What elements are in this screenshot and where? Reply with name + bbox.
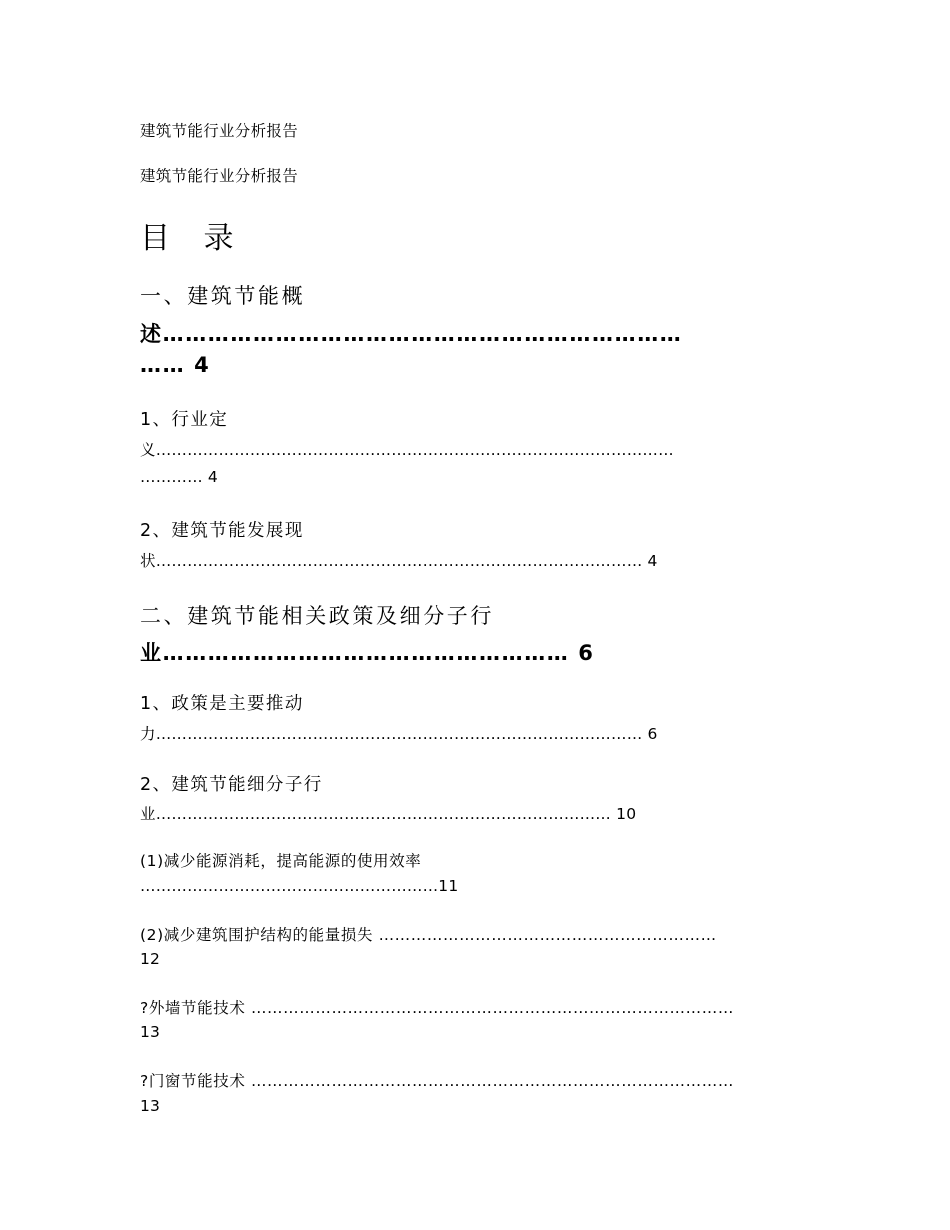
toc-entry-1-1-title: 1、行业定: [140, 410, 229, 430]
report-title-line-1: 建筑节能行业分析报告: [140, 122, 299, 140]
toc-heading: 目 录: [140, 221, 246, 256]
toc-entry-1-1-leader: 义………………………………………………………………………………………: [140, 441, 674, 459]
toc-entry-chapter-1-page: …… 4: [140, 353, 211, 377]
toc-entry-wall-page: 13: [140, 1023, 161, 1041]
toc-entry-chapter-1-leader: 述……………………………………………………………: [140, 322, 683, 346]
toc-entry-2-1-title: 1、政策是主要推动: [140, 694, 304, 714]
toc-entry-wall-title: ?外墙节能技术 ………………………………………………………………………………: [140, 999, 734, 1017]
toc-entry-2-2-1-title: (1)减少能源消耗，提高能源的使用效率: [140, 852, 422, 870]
toc-entry-1-2-title: 2、建筑节能发展现: [140, 521, 304, 541]
toc-entry-window-title: ?门窗节能技术 ………………………………………………………………………………: [140, 1072, 734, 1090]
toc-entry-2-2-leader: 业…………………………………………………………………………… 10: [140, 805, 637, 823]
toc-entry-2-1-leader: 力………………………………………………………………………………… 6: [140, 725, 658, 743]
toc-entry-1-2-leader: 状………………………………………………………………………………… 4: [140, 552, 658, 570]
toc-entry-chapter-1-title: 一、建筑节能概: [140, 284, 306, 308]
toc-entry-chapter-2-title: 二、建筑节能相关政策及细分子行: [140, 604, 494, 628]
report-title-line-2: 建筑节能行业分析报告: [140, 167, 299, 185]
toc-entry-window-page: 13: [140, 1097, 161, 1115]
toc-entry-2-2-2-page: 12: [140, 950, 161, 968]
toc-entry-chapter-2-leader: 业……………………………………………… 6: [140, 641, 595, 665]
toc-entry-1-1-page: ………… 4: [140, 468, 218, 486]
toc-entry-2-2-1-leader: …………………………………………………11: [140, 877, 459, 895]
toc-entry-2-2-2-title: (2)减少建筑围护结构的能量损失 ………………………………………………………: [140, 926, 717, 944]
toc-entry-2-2-title: 2、建筑节能细分子行: [140, 775, 323, 795]
